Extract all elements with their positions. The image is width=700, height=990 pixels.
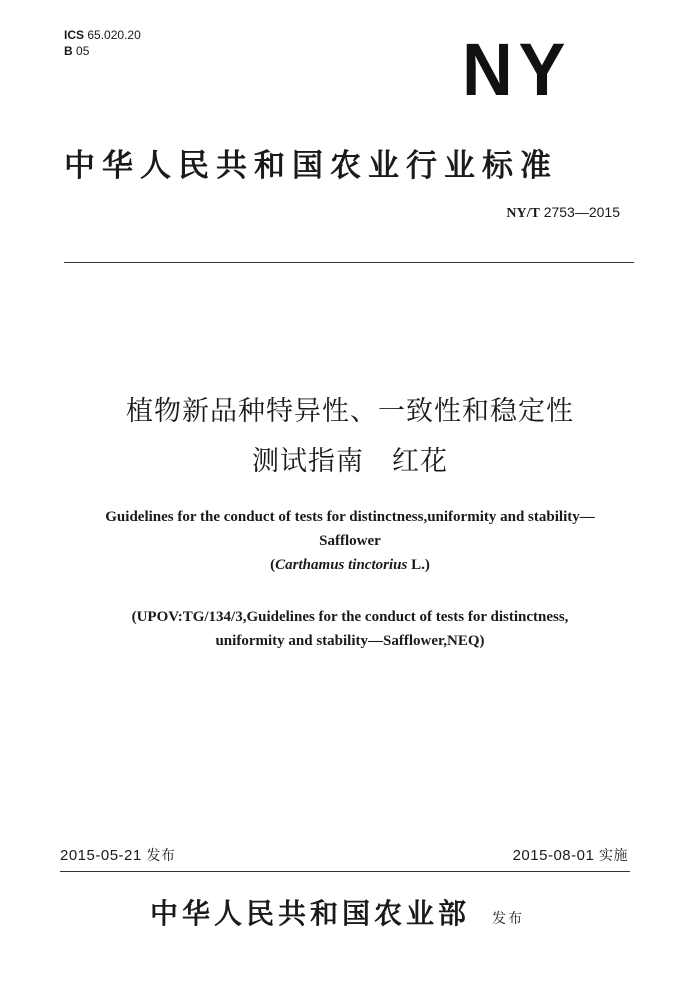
- standard-number-prefix: NY/T: [506, 206, 540, 221]
- standard-organization: 中华人民共和国农业行业标准: [64, 148, 558, 184]
- title-en-line1: Guidelines for the conduct of tests for distinctness,uniformity and stability—: [105, 509, 595, 525]
- ccs-code: [64, 44, 89, 58]
- top-divider: [64, 262, 634, 263]
- ny-logo: NY: [462, 28, 572, 111]
- upov-reference-line1: (UPOV:TG/134/3,Guidelines for the conduct of tests for distinctness,: [131, 609, 569, 625]
- ccs-label: B: [64, 44, 73, 58]
- standard-number: [506, 203, 620, 223]
- scientific-name: [0, 555, 700, 575]
- ics-number: 65.020.20: [87, 28, 141, 42]
- implementation-date-label: 实施: [599, 848, 628, 864]
- title-cn-line1: 植物新品种特异性、一致性和稳定性: [126, 396, 574, 427]
- ics-label: ICS: [64, 28, 85, 42]
- implementation-date-value: 2015-08-01: [512, 847, 595, 864]
- bottom-divider: [60, 871, 630, 872]
- title-cn-line2: 测试指南 红花: [252, 446, 448, 477]
- issue-date-value: 2015-05-21: [60, 847, 142, 864]
- ccs-number: 05: [76, 44, 90, 58]
- scientific-name-binomial: Carthamus tinctorius: [275, 557, 408, 573]
- issue-date-label: 发布: [146, 848, 176, 864]
- standard-number-value: 2753—2015: [543, 204, 620, 220]
- issuing-authority: 中华人民共和国农业部: [150, 897, 471, 930]
- issue-date: [60, 846, 175, 866]
- scientific-name-author: L.): [407, 557, 430, 573]
- title-en-line2: Safflower: [319, 533, 381, 549]
- issuing-authority-suffix: 发布: [492, 911, 524, 927]
- implementation-date: [513, 846, 628, 866]
- ics-code: [64, 28, 141, 42]
- scientific-name-open: (: [270, 557, 276, 573]
- upov-reference-line2: uniformity and stability—Safflower,NEQ): [215, 633, 485, 649]
